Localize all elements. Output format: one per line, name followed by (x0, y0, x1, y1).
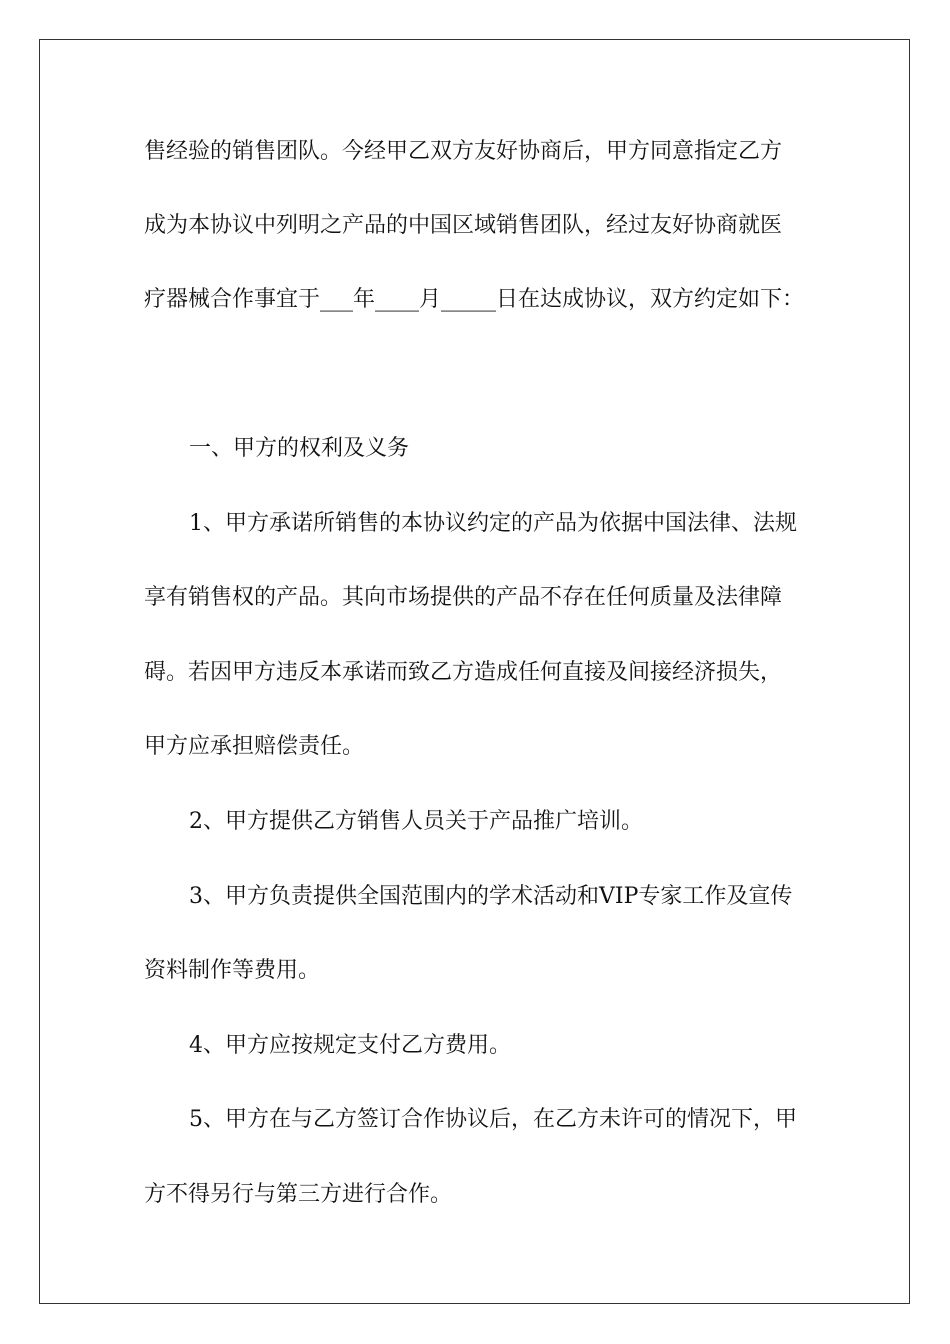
clause-5-line: 方不得另行与第三方进行合作。 (144, 1182, 453, 1207)
section-heading: 一、甲方的权利及义务 (189, 436, 410, 461)
clause-1-line: 甲方应承担赔偿责任。 (144, 734, 365, 759)
clause-3-line: 资料制作等费用。 (144, 958, 321, 983)
paragraph-line: 疗器械合作事宜于___年____月_____日在达成协议，双方约定如下： (144, 287, 805, 312)
clause-4-line: 4、甲方应按规定支付乙方费用。 (189, 1033, 511, 1058)
paragraph-line: 成为本协议中列明之产品的中国区域销售团队，经过友好协商就医 (144, 213, 783, 238)
paragraph-line: 售经验的销售团队。今经甲乙双方友好协商后，甲方同意指定乙方 (144, 139, 783, 164)
clause-3-line: 3、甲方负责提供全国范围内的学术活动和VIP专家工作及宣传 (189, 884, 793, 909)
clause-5-line: 5、甲方在与乙方签订合作协议后，在乙方未许可的情况下，甲 (189, 1107, 797, 1132)
clause-1-line: 碍。若因甲方违反本承诺而致乙方造成任何直接及间接经济损失， (144, 660, 783, 685)
clause-1-line: 享有销售权的产品。其向市场提供的产品不存在任何质量及法律障 (144, 585, 783, 610)
clause-2-line: 2、甲方提供乙方销售人员关于产品推广培训。 (189, 809, 643, 834)
clause-1-line: 1、甲方承诺所销售的本协议约定的产品为依据中国法律、法规 (189, 511, 797, 536)
